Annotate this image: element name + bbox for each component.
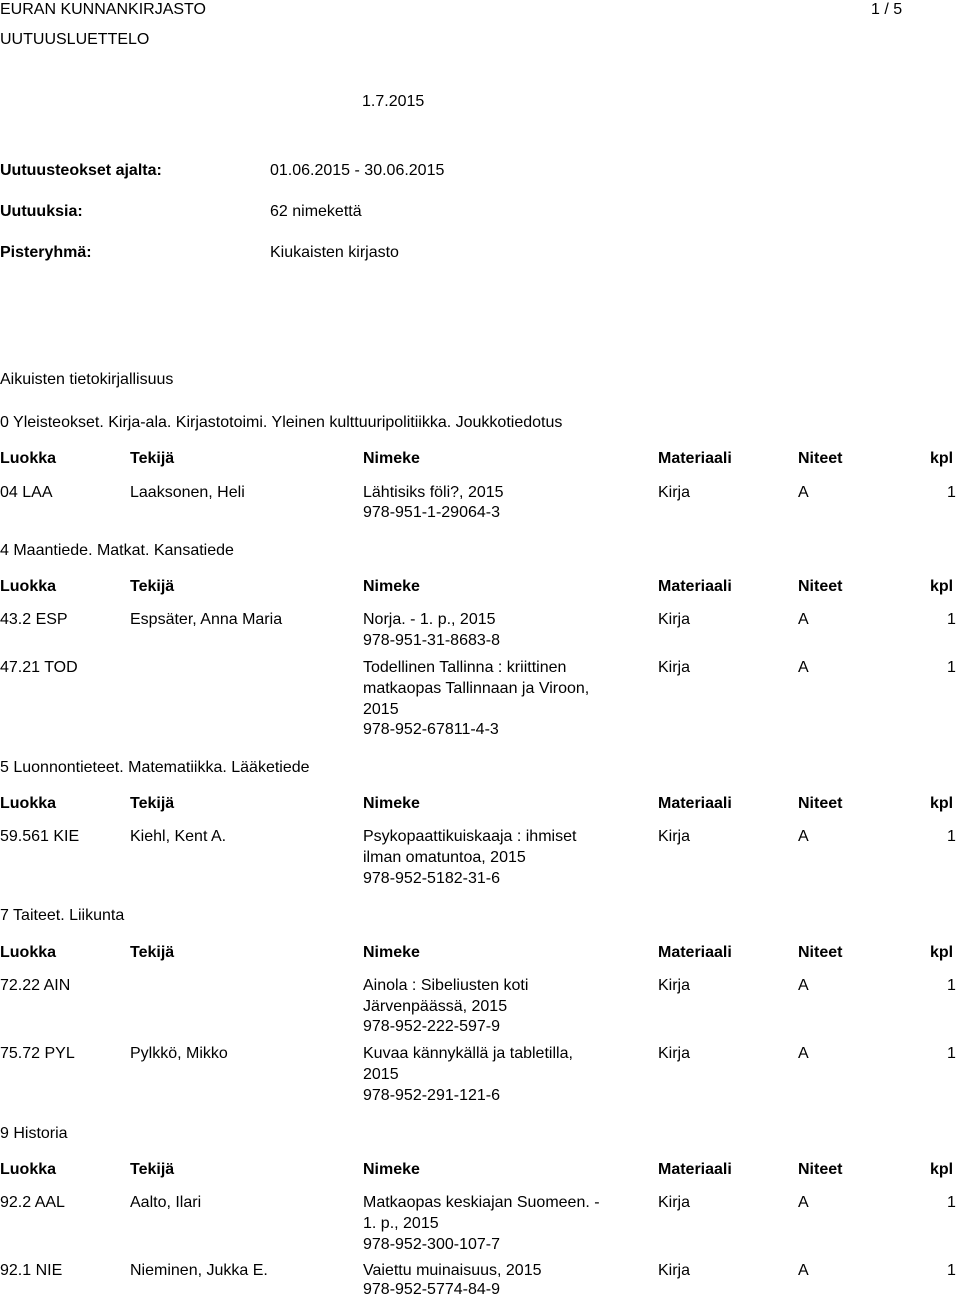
cell-nimeke: Vaiettu muinaisuus, 2015 bbox=[363, 1262, 542, 1279]
column-nimeke: Nimeke bbox=[363, 450, 420, 467]
column-nimeke: Nimeke bbox=[363, 1161, 420, 1178]
section-title: 9 Historia bbox=[0, 1125, 68, 1142]
list-title: UUTUUSLUETTELO bbox=[0, 31, 150, 48]
cell-niteet: A bbox=[798, 1045, 809, 1062]
column-nimeke: Nimeke bbox=[363, 944, 420, 961]
period-value: 01.06.2015 - 30.06.2015 bbox=[270, 162, 445, 179]
cell-luokka: 72.22 AIN bbox=[0, 977, 71, 994]
column-niteet: Niteet bbox=[798, 944, 843, 961]
count-label: Uutuuksia: bbox=[0, 203, 83, 220]
cell-nimeke: Todellinen Tallinna : kriittinen matkaopas Tallinnaan ja Viroon, 2015 bbox=[363, 659, 590, 718]
cell-materiaali: Kirja bbox=[658, 659, 691, 676]
cell-isbn: 978-952-5182-31-6 bbox=[363, 870, 500, 887]
page-number: 1 / 5 bbox=[871, 1, 903, 18]
cell-niteet: A bbox=[798, 611, 809, 628]
cell-luokka: 92.2 AAL bbox=[0, 1194, 65, 1211]
column-kpl: kpl bbox=[930, 578, 954, 595]
cell-tekija: Espsäter, Anna Maria bbox=[130, 611, 283, 628]
section-title: 0 Yleisteokset. Kirja-ala. Kirjastotoimi. Yleinen kulttuuripolitiikka. Joukkotiedotus bbox=[0, 414, 563, 431]
column-luokka: Luokka bbox=[0, 1161, 57, 1178]
cell-nimeke: Psykopaattikuiskaaja : ihmiset ilman omatuntoa, 2015 bbox=[363, 828, 577, 866]
cell-tekija: Nieminen, Jukka E. bbox=[130, 1262, 268, 1279]
section-title: 5 Luonnontieteet. Matematiikka. Lääketiede bbox=[0, 759, 310, 776]
column-materiaali: Materiaali bbox=[658, 450, 732, 467]
cell-kpl: 1 bbox=[947, 484, 956, 501]
column-luokka: Luokka bbox=[0, 944, 57, 961]
cell-isbn: 978-952-291-121-6 bbox=[363, 1087, 500, 1104]
cell-niteet: A bbox=[798, 1262, 809, 1279]
cell-isbn: 978-952-222-597-9 bbox=[363, 1018, 500, 1035]
cell-niteet: A bbox=[798, 977, 809, 994]
library-name: EURAN KUNNANKIRJASTO bbox=[0, 1, 206, 18]
cell-materiaali: Kirja bbox=[658, 828, 691, 845]
column-materiaali: Materiaali bbox=[658, 944, 732, 961]
column-materiaali: Materiaali bbox=[658, 1161, 732, 1178]
cell-niteet: A bbox=[798, 1194, 809, 1211]
cell-tekija: Aalto, Ilari bbox=[130, 1194, 202, 1211]
cell-nimeke: Lähtisiks föli?, 2015 bbox=[363, 484, 504, 501]
cell-kpl: 1 bbox=[947, 1045, 956, 1062]
column-luokka: Luokka bbox=[0, 578, 57, 595]
cell-isbn: 978-951-1-29064-3 bbox=[363, 504, 500, 521]
cell-kpl: 1 bbox=[947, 977, 956, 994]
cell-nimeke: Ainola : Sibeliusten koti Järvenpäässä, 2015 bbox=[363, 977, 529, 1015]
cell-isbn: 978-952-67811-4-3 bbox=[363, 721, 499, 738]
cell-tekija: Pylkkö, Mikko bbox=[130, 1045, 228, 1062]
cell-niteet: A bbox=[798, 484, 809, 501]
report-date: 1.7.2015 bbox=[362, 93, 425, 110]
column-niteet: Niteet bbox=[798, 795, 843, 812]
cell-niteet: A bbox=[798, 659, 809, 676]
group-value: Kiukaisten kirjasto bbox=[270, 244, 399, 261]
column-materiaali: Materiaali bbox=[658, 578, 732, 595]
column-nimeke: Nimeke bbox=[363, 578, 420, 595]
cell-luokka: 59.561 KIE bbox=[0, 828, 80, 845]
section-title: 4 Maantiede. Matkat. Kansatiede bbox=[0, 542, 234, 559]
column-niteet: Niteet bbox=[798, 578, 843, 595]
cell-luokka: 92.1 NIE bbox=[0, 1262, 63, 1279]
cell-materiaali: Kirja bbox=[658, 611, 691, 628]
column-luokka: Luokka bbox=[0, 795, 57, 812]
section-title: 7 Taiteet. Liikunta bbox=[0, 907, 125, 924]
column-materiaali: Materiaali bbox=[658, 795, 732, 812]
column-tekija: Tekijä bbox=[130, 578, 175, 595]
column-nimeke: Nimeke bbox=[363, 795, 420, 812]
cell-kpl: 1 bbox=[947, 659, 956, 676]
cell-kpl: 1 bbox=[947, 1194, 956, 1211]
cell-luokka: 47.21 TOD bbox=[0, 659, 78, 676]
cell-materiaali: Kirja bbox=[658, 1194, 691, 1211]
cell-niteet: A bbox=[798, 828, 809, 845]
cell-nimeke: Kuvaa kännykällä ja tabletilla, 2015 bbox=[363, 1045, 573, 1083]
column-niteet: Niteet bbox=[798, 450, 843, 467]
cell-tekija: Laaksonen, Heli bbox=[130, 484, 245, 501]
column-tekija: Tekijä bbox=[130, 795, 175, 812]
group-label: Pisteryhmä: bbox=[0, 244, 92, 261]
cell-kpl: 1 bbox=[947, 1262, 956, 1279]
cell-isbn: 978-951-31-8683-8 bbox=[363, 632, 500, 649]
cell-materiaali: Kirja bbox=[658, 484, 691, 501]
cell-nimeke: Norja. - 1. p., 2015 bbox=[363, 611, 496, 628]
cell-materiaali: Kirja bbox=[658, 1045, 691, 1062]
count-value: 62 nimekettä bbox=[270, 203, 362, 220]
cell-isbn: 978-952-300-107-7 bbox=[363, 1236, 500, 1253]
cell-nimeke: Matkaopas keskiajan Suomeen. - 1. p., 2015 bbox=[363, 1194, 600, 1232]
cell-materiaali: Kirja bbox=[658, 1262, 691, 1279]
column-kpl: kpl bbox=[930, 944, 954, 961]
column-luokka: Luokka bbox=[0, 450, 57, 467]
column-tekija: Tekijä bbox=[130, 944, 175, 961]
cell-materiaali: Kirja bbox=[658, 977, 691, 994]
column-tekija: Tekijä bbox=[130, 1161, 175, 1178]
cell-isbn: 978-952-5774-84-9 bbox=[363, 1281, 500, 1298]
column-kpl: kpl bbox=[930, 1161, 954, 1178]
cell-tekija: Kiehl, Kent A. bbox=[130, 828, 227, 845]
cell-kpl: 1 bbox=[947, 828, 956, 845]
column-kpl: kpl bbox=[930, 450, 954, 467]
column-tekija: Tekijä bbox=[130, 450, 175, 467]
column-niteet: Niteet bbox=[798, 1161, 843, 1178]
audience-heading: Aikuisten tietokirjallisuus bbox=[0, 371, 174, 388]
cell-luokka: 75.72 PYL bbox=[0, 1045, 75, 1062]
cell-luokka: 43.2 ESP bbox=[0, 611, 68, 628]
cell-luokka: 04 LAA bbox=[0, 484, 53, 501]
cell-kpl: 1 bbox=[947, 611, 956, 628]
column-kpl: kpl bbox=[930, 795, 954, 812]
period-label: Uutuusteokset ajalta: bbox=[0, 162, 162, 179]
